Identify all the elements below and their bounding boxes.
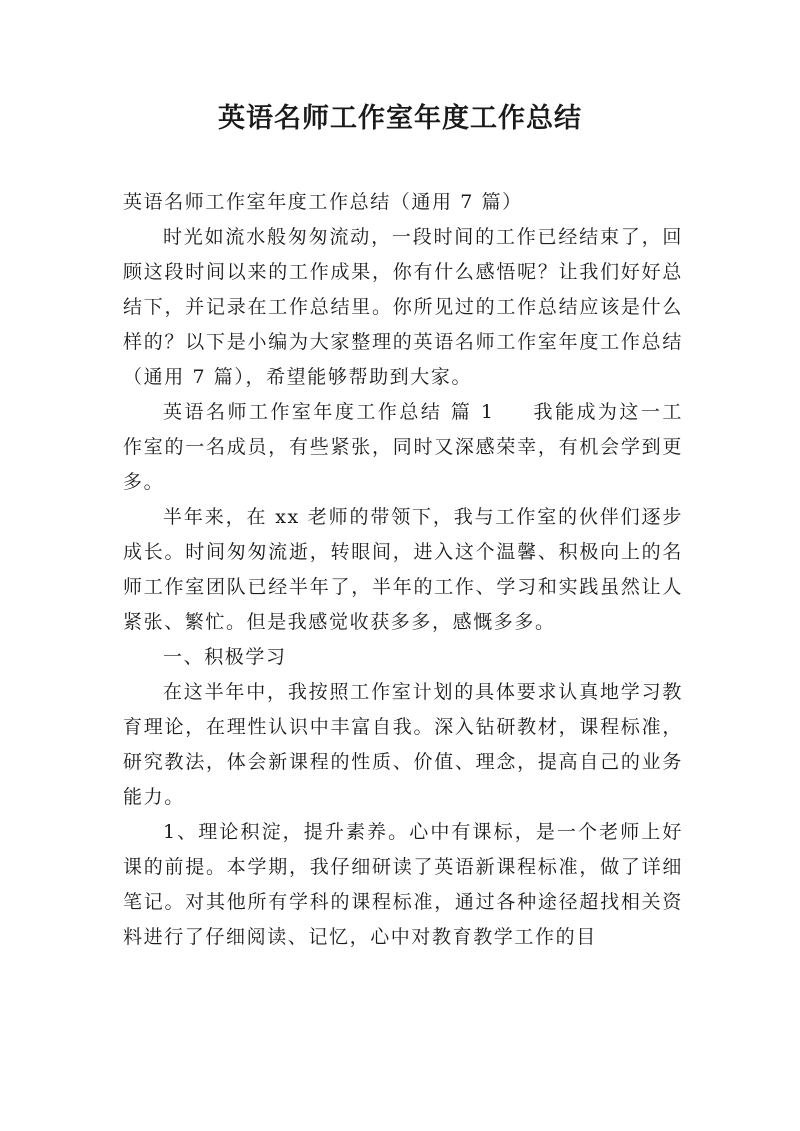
document-subtitle: 英语名师工作室年度工作总结（通用 7 篇） (123, 191, 523, 213)
theory-paragraph: 1、理论积淀，提升素养。心中有课标，是一个老师上好课的前提。本学期，我仔细研读了英语新课程标准，做了详细笔记。对其他所有学科的课程标准，通过各种途径超找相关资料进行了仔细阅读、记忆，心中对教育教学工作的目 (123, 821, 683, 948)
chapter-first-sentence: 我能成为这一工作室的一名成员，有些紧张，同时又深感荣幸，有机会学到更多。 (123, 401, 683, 493)
section-heading-active-learning: 一、积极学习 (163, 646, 287, 668)
active-learning-paragraph: 在这半年中，我按照工作室计划的具体要求认真地学习教育理论，在理性认识中丰富自我。深入钻研教材，课程标准，研究教法，体会新课程的性质、价值、理念，提高自己的业务能力。 (123, 681, 683, 808)
chapter-heading: 英语名师工作室年度工作总结 篇 1 (163, 401, 495, 423)
chapter-paragraph (123, 395, 683, 500)
document-title: 英语名师工作室年度工作总结 (218, 103, 582, 134)
intro-paragraph: 时光如流水般匆匆流动，一段时间的工作已经结束了，回顾这段时间以来的工作成果，你有什么感悟呢？让我们好好总结下，并记录在工作总结里。你所见过的工作总结应该是什么样的？以下是小编为大家整理的英语名师工作室年度工作总结（通用 7 篇），希望能够帮助到大家。 (123, 226, 683, 388)
half-year-paragraph: 半年来，在 xx 老师的带领下，我与工作室的伙伴们逐步成长。时间匆匆流逝，转眼间，进入这个温馨、积极向上的名师工作室团队已经半年了，半年的工作、学习和实践虽然让人紧张、繁忙。但是我感觉收获多多，感慨多多。 (123, 506, 683, 633)
document-body (123, 185, 683, 955)
